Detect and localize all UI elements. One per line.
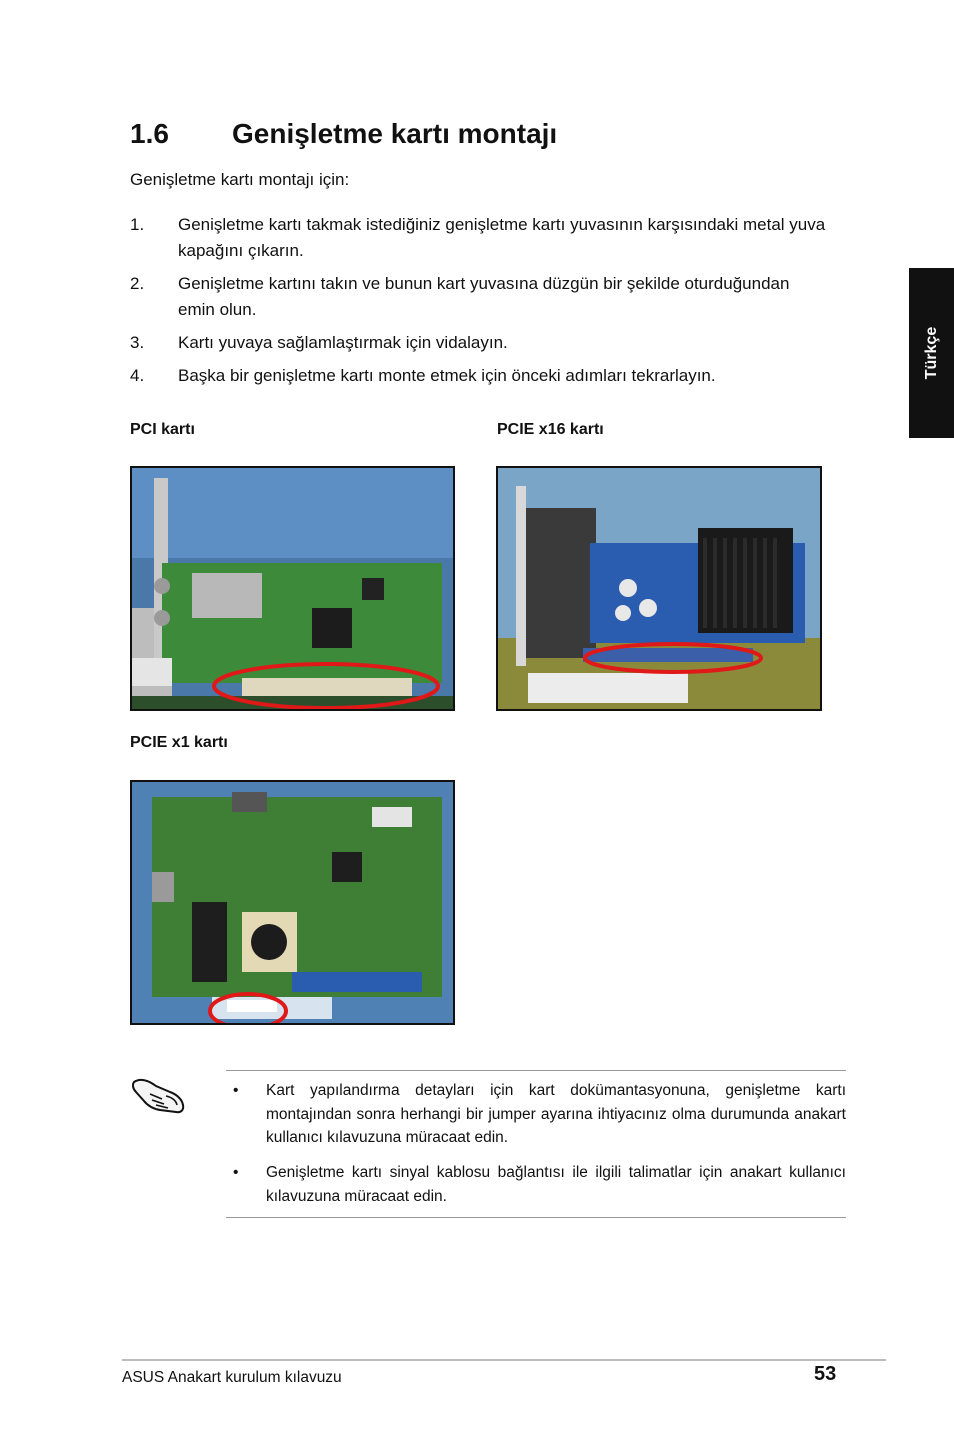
- pcie-x16-card-photo: [496, 466, 822, 711]
- note-item: [226, 1161, 846, 1208]
- section-title: Genişletme kartı montajı: [232, 118, 558, 149]
- footer-title: ASUS Anakart kurulum kılavuzu: [122, 1369, 342, 1386]
- step-number: 2.: [130, 274, 145, 293]
- pcie-x1-card-photo: [130, 780, 455, 1025]
- pci-card-photo: [130, 466, 455, 711]
- step-text: Başka bir genişletme kartı monte etmek için önceki adımları tekrarlayın.: [178, 366, 716, 385]
- step-number: 4.: [130, 366, 145, 385]
- note-text: Kart yapılandırma detayları için kart dokümantasyonuna, genişletme kartı montajından sonra herhangi bir jumper ayarına ihtiyacınız olma durumunda anakart kullanıcı kılavuzuna müracaat edin.: [266, 1082, 846, 1146]
- footer-divider: [122, 1359, 886, 1361]
- step-text: Kartı yuvaya sağlamlaştırmak için vidalayın.: [178, 333, 508, 352]
- pcie-x1-caption: PCIE x1 kartı: [130, 734, 228, 751]
- step-number: 3.: [130, 333, 145, 352]
- intro-text: Genişletme kartı montajı için:: [130, 170, 350, 189]
- bullet: •: [233, 1082, 239, 1099]
- step-item: [130, 271, 830, 323]
- step-text: Genişletme kartını takın ve bunun kart yuvasına düzgün bir şekilde oturduğundan emin olun.: [178, 274, 790, 319]
- language-tab-label: Türkçe: [922, 326, 940, 380]
- language-tab: [909, 268, 954, 438]
- step-number: 1.: [130, 215, 145, 234]
- step-text: Genişletme kartı takmak istediğiniz genişletme kartı yuvasının karşısındaki metal yuva kapağını çıkarın.: [178, 215, 826, 260]
- step-item: [130, 363, 830, 389]
- hand-pointing-icon: [130, 1072, 188, 1123]
- note-box: [226, 1070, 846, 1218]
- note-text: Genişletme kartı sinyal kablosu bağlantısı ile ilgili talimatlar için anakart kullanıcı kılavuzuna müracaat edin.: [266, 1164, 846, 1205]
- pci-caption: PCI kartı: [130, 421, 195, 438]
- page-number: 53: [814, 1363, 837, 1385]
- steps-list: [130, 212, 830, 396]
- pcie-x16-caption: PCIE x16 kartı: [497, 421, 604, 438]
- bullet: •: [233, 1164, 239, 1181]
- step-item: [130, 330, 830, 356]
- section-number: 1.6: [130, 118, 169, 149]
- note-item: [226, 1079, 846, 1150]
- step-item: [130, 212, 830, 264]
